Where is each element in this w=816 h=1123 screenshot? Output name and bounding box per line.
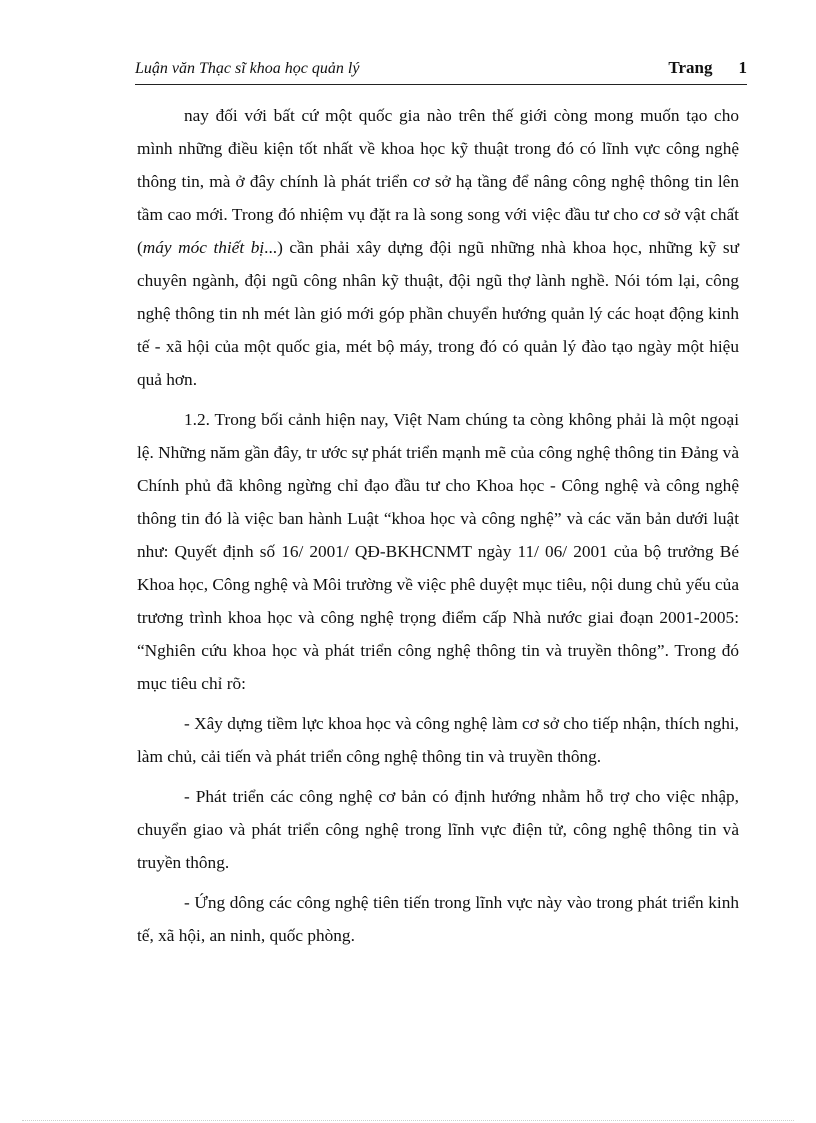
running-header	[135, 58, 747, 85]
paragraph-intro	[137, 99, 739, 396]
paragraph-intro-text-a: nay đối với bất cứ một quốc gia nào trên thế giới còng mong muốn tạo cho mình những điều kiện tốt nhất về khoa học kỹ thuật trong đó có lĩnh vực công nghệ thông tin, mà ở đây chính là phát triển cơ sở hạ tầng để nâng công nghệ thông tin lên tầm cao mới. Trong đó nhiệm vụ đặt ra là song song với việc đầu tư cho cơ sở vật chất (	[137, 106, 739, 257]
page-bottom-divider	[22, 1120, 794, 1121]
list-item-objective-1: - Xây dựng tiềm lực khoa học và công nghệ làm cơ sở cho tiếp nhận, thích nghi, làm chủ, cải tiến và phát triển công nghệ thông tin và truyền thông.	[137, 714, 739, 766]
page-indicator	[668, 58, 747, 78]
page-label: Trang	[668, 58, 713, 77]
page-number: 1	[738, 58, 747, 77]
list-item-objective-2: - Phát triển các công nghệ cơ bản có định hướng nhằm hỗ trợ cho việc nhập, chuyển giao và phát triển công nghệ trong lĩnh vực điện tử, công nghệ thông tin và truyền thông.	[137, 787, 739, 872]
list-item-objective-3: - Ứng dông các công nghệ tiên tiến trong lĩnh vực này vào trong phát triển kinh tế, xã hội, an ninh, quốc phòng.	[137, 893, 739, 945]
paragraph-intro-italic: máy móc thiết bị	[142, 238, 265, 257]
document-body	[137, 99, 739, 952]
paragraph-section-1-2: 1.2. Trong bối cảnh hiện nay, Việt Nam chúng ta còng không phải là một ngoại lệ. Những năm gần đây, tr ước sự phát triển mạnh mẽ của công nghệ thông tin Đảng và Chính phủ đã không ngừng chỉ đạo đầu tư cho Khoa học - Công nghệ và công nghệ thông tin đó là việc ban hành Luật “khoa học và công nghệ” và các văn bản dưới luật như: Quyết định số 16/ 2001/ QĐ-BKHCNMT ngày 11/ 06/ 2001 của bộ trưởng Bé Khoa học, Công nghệ và Môi trường về việc phê duyệt mục tiêu, nội dung chủ yếu của trương trình khoa học và công nghệ trọng điểm cấp Nhà nước giai đoạn 2001-2005: “Nghiên cứu khoa học và phát triển công nghệ thông tin và truyền thông”. Trong đó mục tiêu chỉ rõ:	[137, 410, 739, 693]
thesis-title: Luận văn Thạc sĩ khoa học quản lý	[135, 60, 360, 77]
paragraph-intro-text-b: ...) cần phải xây dựng đội ngũ những nhà khoa học, những kỹ sư chuyên ngành, đội ngũ công nhân kỹ thuật, đội ngũ thợ lành nghề. Nói tóm lại, công nghệ thông tin nh mét làn gió mới góp phần chuyển hướng quản lý các hoạt động kinh tế - xã hội của một quốc gia, mét bộ máy, trong đó có quản lý đào tạo ngày một hiệu quả hơn.	[137, 238, 740, 389]
